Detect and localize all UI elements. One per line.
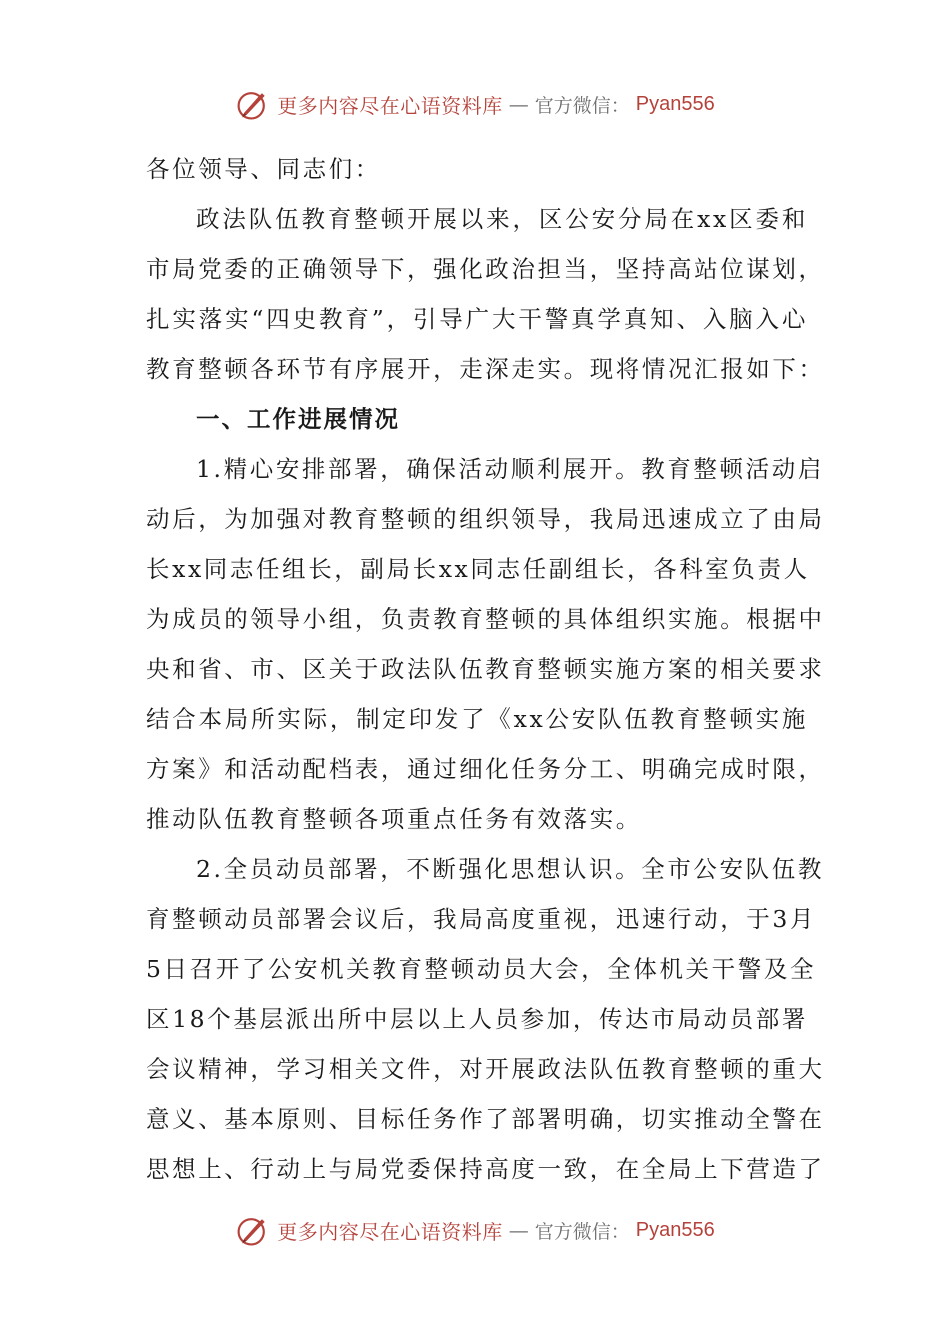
text-line: 央和省、市、区关于政法队伍教育整顿实施方案的相关要求 xyxy=(146,655,825,683)
watermark-contact-label: 官方微信： xyxy=(534,94,630,117)
text-line: 思想上、行动上与局党委保持高度一致，在全局上下营造了 xyxy=(146,1155,825,1183)
header-watermark xyxy=(0,84,950,124)
text-line: 会议精神，学习相关文件，对开展政法队伍教育整顿的重大 xyxy=(146,1055,825,1083)
section-heading: 一、工作进展情况 xyxy=(196,405,400,433)
text-line: 5日召开了公安机关教育整顿动员大会，全体机关干警及全 xyxy=(146,955,817,983)
text-line: 扎实落实“四史教育”，引导广大干警真学真知、入脑入心 xyxy=(146,305,808,333)
watermark-contact-id: Pyan556 xyxy=(635,1218,715,1241)
watermark-separator: — xyxy=(508,92,529,116)
text-line: 方案》和活动配档表，通过细化任务分工、明确完成时限， xyxy=(146,755,825,783)
text-line: 区18个基层派出所中层以上人员参加，传达市局动员部署 xyxy=(146,1005,808,1033)
text-line: 2.全员动员部署，不断强化思想认识。全市公安队伍教 xyxy=(196,855,824,883)
text-line: 结合本局所实际，制定印发了《xx公安队伍教育整顿实施 xyxy=(146,705,808,733)
text-line: 为成员的领导小组，负责教育整顿的具体组织实施。根据中 xyxy=(146,605,825,633)
text-line: 动后，为加强对教育整顿的组织领导，我局迅速成立了由局 xyxy=(146,505,825,533)
document-body xyxy=(146,144,825,1194)
text-line: 各位领导、同志们： xyxy=(146,155,381,183)
text-line: 意义、基本原则、目标任务作了部署明确，切实推动全警在 xyxy=(146,1105,825,1133)
text-line: 市局党委的正确领导下，强化政治担当，坚持高站位谋划， xyxy=(146,255,825,283)
watermark-separator: — xyxy=(508,1218,529,1242)
text-line: 政法队伍教育整顿开展以来，区公安分局在xx区委和 xyxy=(196,205,808,233)
text-line: 教育整顿各环节有序展开，走深走实。现将情况汇报如下： xyxy=(146,355,825,383)
footer-watermark xyxy=(0,1210,950,1250)
text-line: 推动队伍教育整顿各项重点任务有效落实。 xyxy=(146,805,642,833)
text-line: 1.精心安排部署，确保活动顺利展开。教育整顿活动启 xyxy=(196,455,824,483)
text-line: 育整顿动员部署会议后，我局高度重视，迅速行动，于3月 xyxy=(146,905,817,933)
watermark-contact-id: Pyan556 xyxy=(635,92,715,115)
text-line: 长xx同志任组长，副局长xx同志任副组长，各科室负责人 xyxy=(146,555,810,583)
pen-logo-icon xyxy=(235,1212,271,1248)
pen-logo-icon xyxy=(235,86,271,122)
watermark-brand: 更多内容尽在心语资料库 xyxy=(277,93,503,118)
watermark-brand: 更多内容尽在心语资料库 xyxy=(277,1219,503,1244)
watermark-contact-label: 官方微信： xyxy=(534,1220,630,1243)
